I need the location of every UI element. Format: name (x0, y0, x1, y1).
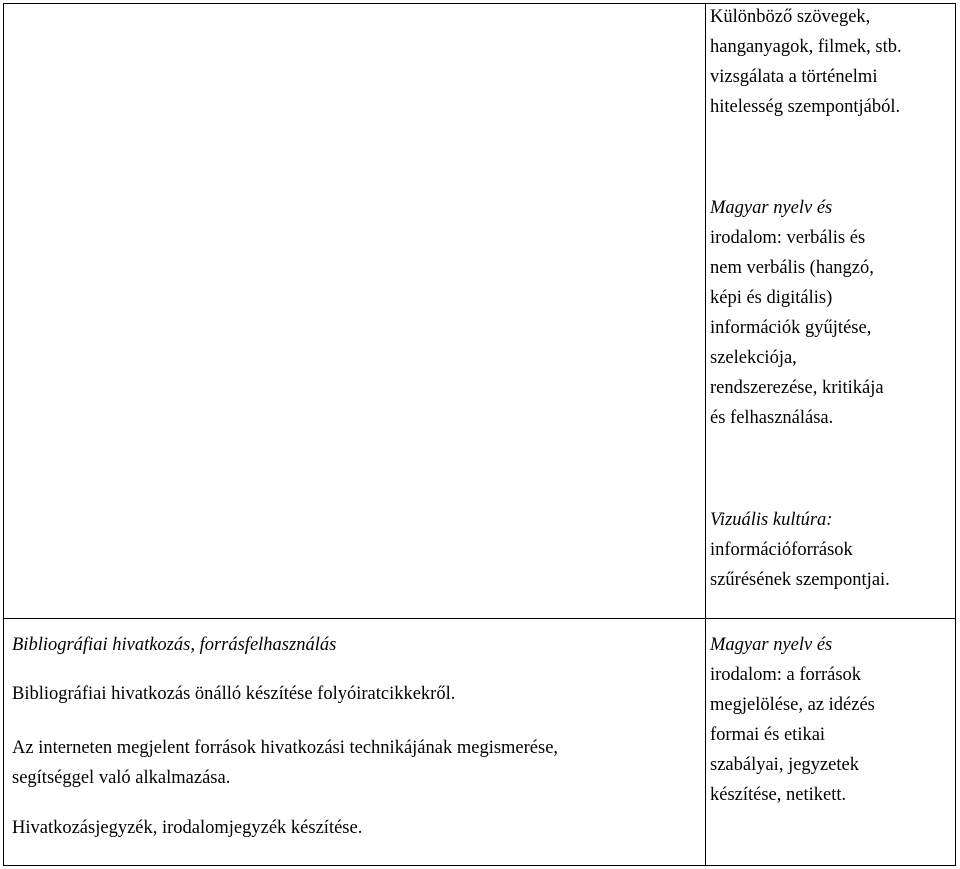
section-title: Bibliográfiai hivatkozás, forrásfelhasználás (12, 635, 337, 655)
visual-culture-text: információforrások szűrésének szempontjai. (710, 540, 890, 590)
hungarian-literature-connection (710, 193, 950, 433)
visual-culture-label: Vizuális kultúra: (710, 510, 833, 530)
citation-connection-label: Magyar nyelv és (710, 635, 833, 655)
citation-connection-text: irodalom: a források megjelölése, az idézés formai és etikai szabályai, jegyzetek készítése, netikett. (710, 665, 875, 805)
content-paragraph-1: Bibliográfiai hivatkozás önálló készítése folyóiratcikkekről. (12, 684, 456, 704)
hungarian-literature-text: irodalom: verbális és nem verbális (hangzó, képi és digitális) információk gyűjtése, szelekciója, rendszerezése, kritikája és felhasználása. (710, 228, 884, 428)
history-source-analysis-text: Különböző szövegek, hanganyagok, filmek, stb. vizsgálata a történelmi hitelesség szempontjából. (710, 7, 902, 117)
content-paragraph-2: Az interneten megjelent források hivatkozási technikájának megismerése, segítséggel való alkalmazása. (12, 738, 559, 788)
visual-culture-connection (710, 505, 950, 595)
table-cell-top-left (3, 3, 706, 619)
citation-connection (710, 630, 950, 810)
hungarian-literature-label: Magyar nyelv és (710, 198, 833, 218)
content-paragraph-3: Hivatkozásjegyzék, irodalomjegyzék készítése. (12, 818, 363, 838)
